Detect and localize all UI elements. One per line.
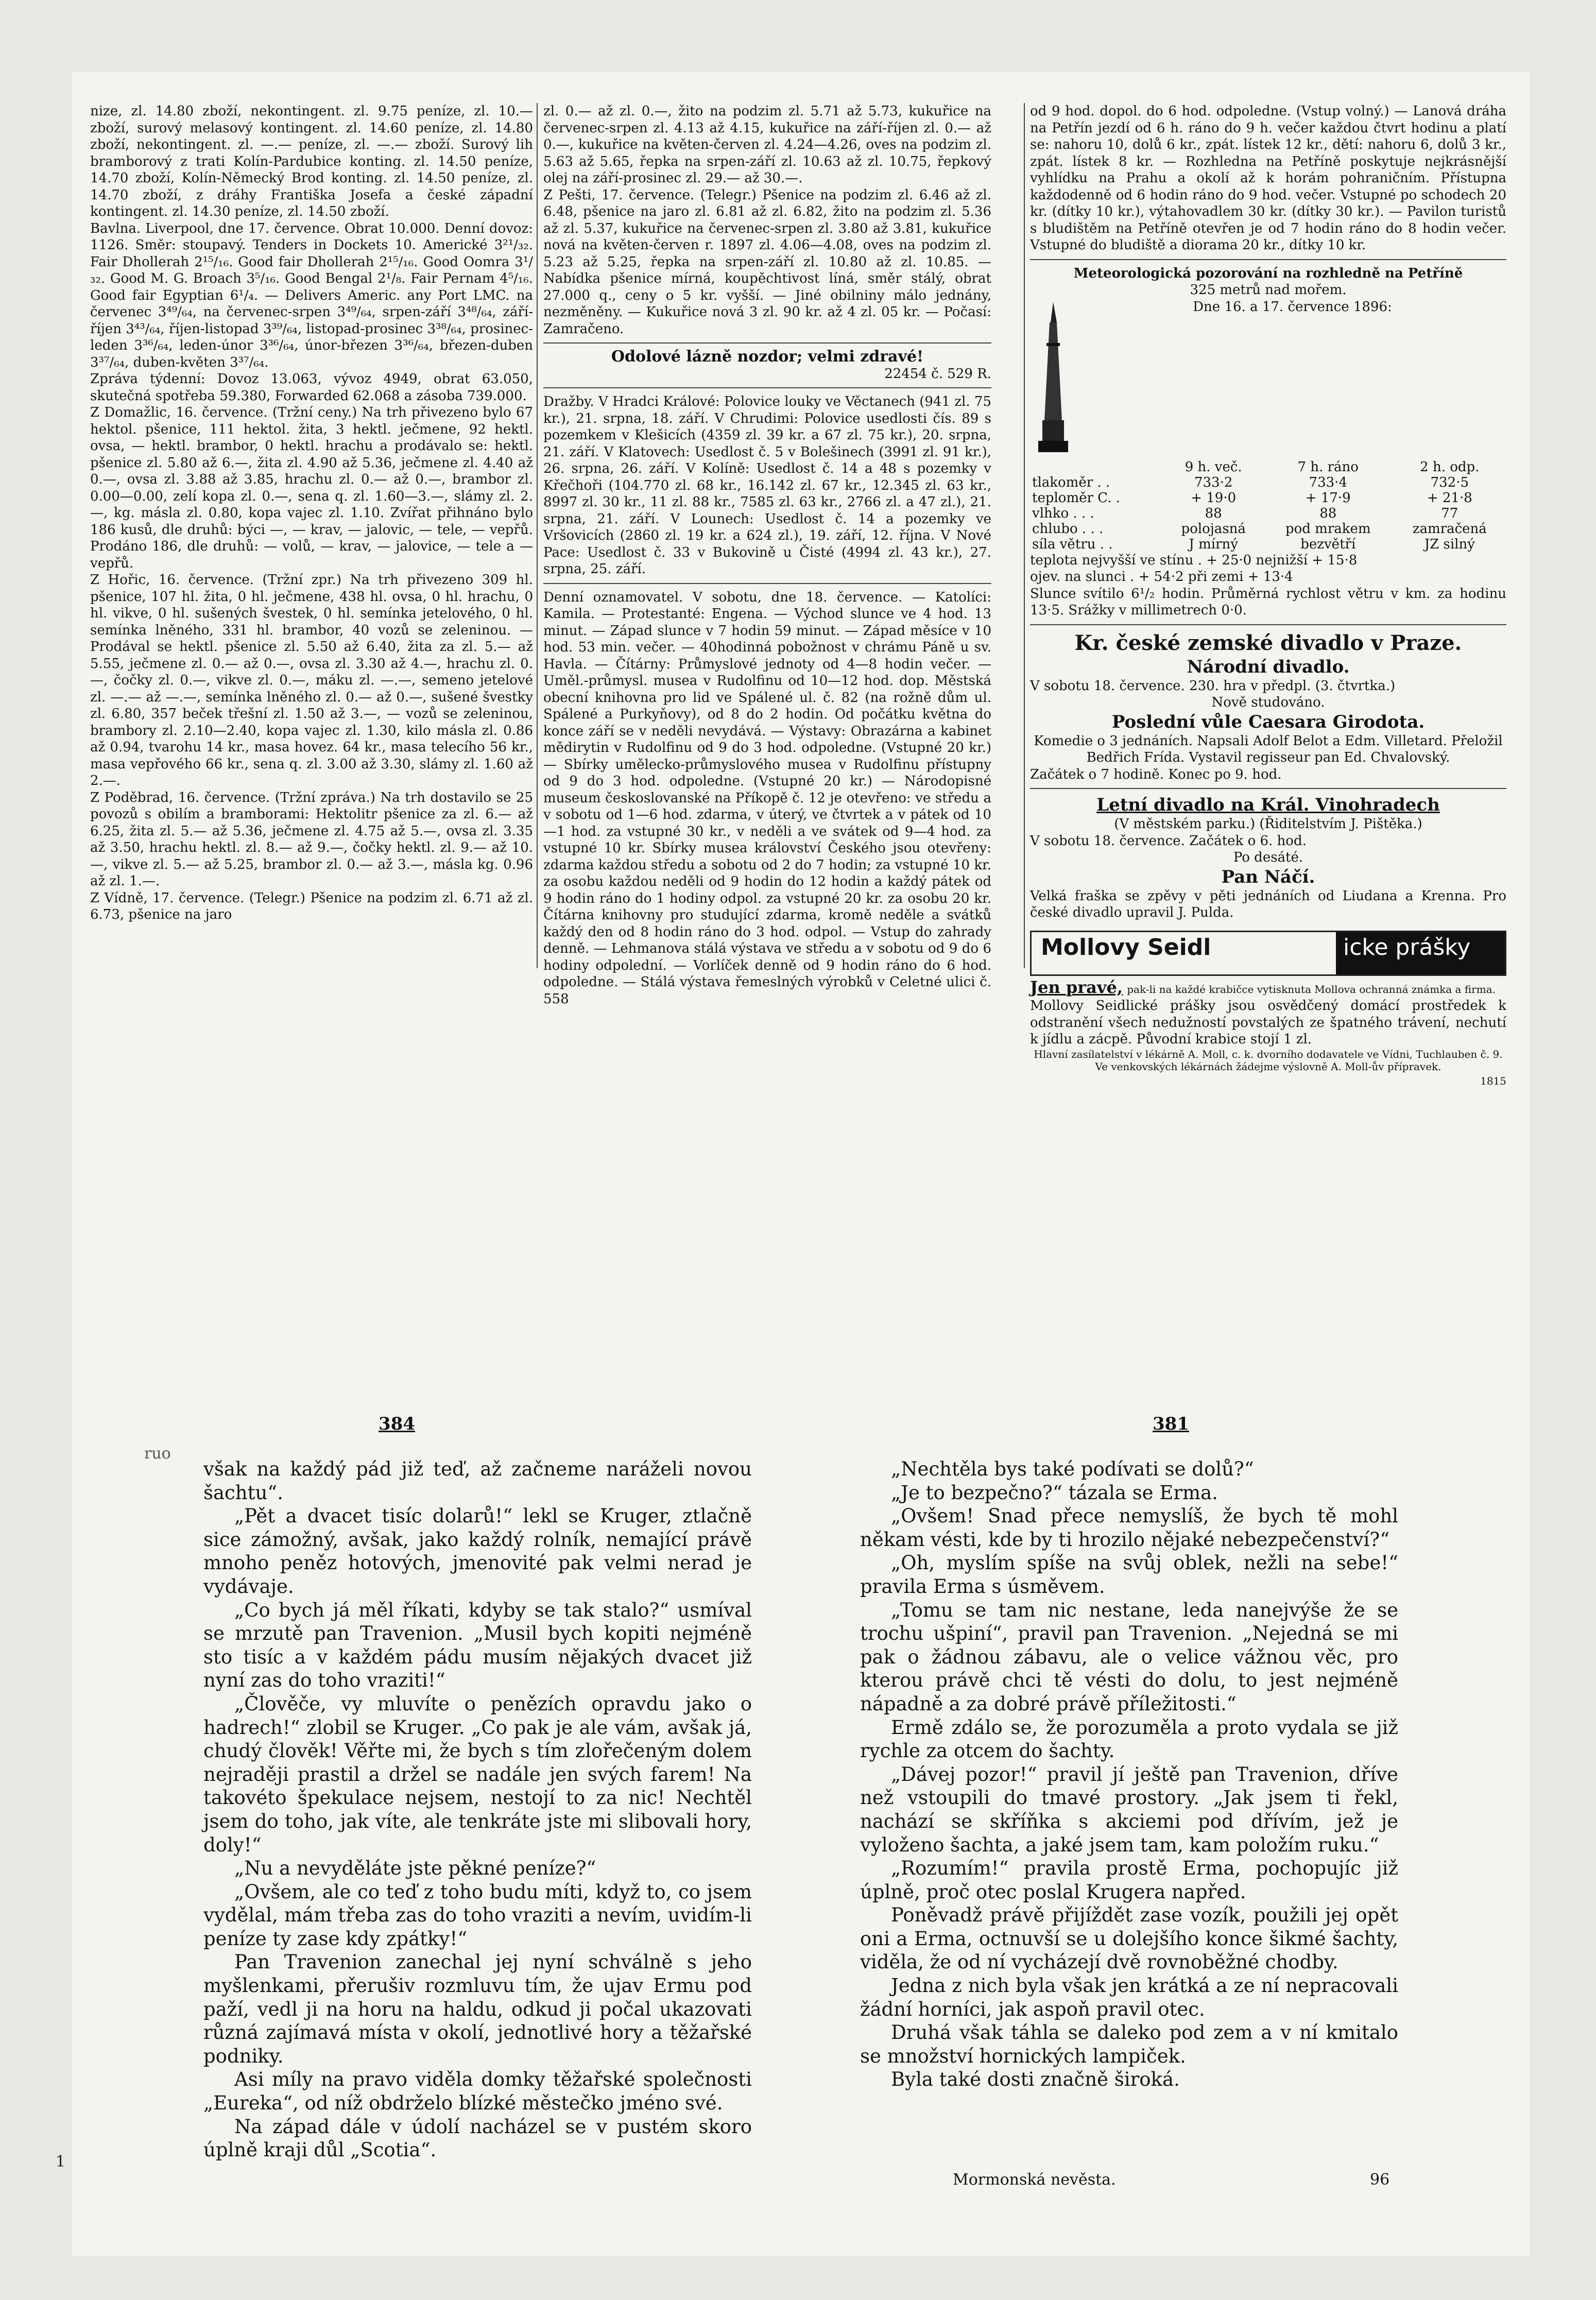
meteo-title: Meteorologická pozorování na rozhledně na Petříně [1073, 265, 1463, 281]
meteo-value: 77 [1441, 505, 1458, 521]
moll-footer: Hlavní zasílatelství v lékárně A. Moll, c. k. dvorního dodavatele ve Vídni, Tuchlauben č. 9. Ve venkovských lékárnách žádejme výslovně A. Moll-ův přípravek. [1034, 1048, 1503, 1073]
divider [1030, 624, 1506, 625]
paragraph: „Rozumím!“ pravila prostě Erma, pochopujíc již úplně, proč otec poslal Krugera napřed. [860, 1857, 1398, 1903]
market-report: Zpráva týdenní: Dovoz 13.063, vývoz 4949, obrat 63.050, skutečná spotřeba 59.380, Forwarded 62.068 a zásoba 739.000. [90, 371, 533, 404]
meteo-row-label: vlhko . . . [1032, 505, 1094, 521]
meteo-row-label: chlubo . . . [1032, 521, 1104, 537]
paragraph: Jedna z nich byla však jen krátká a ze ní nepracovali žádní horníci, jak aspoň pravil otec. [860, 1975, 1398, 2020]
spa-ad-title: Odolové lázně nozdor; velmi zdravé! [611, 348, 924, 366]
newspaper-column-3 [1030, 103, 1506, 1089]
meteo-row-label: teploměr C. . [1032, 490, 1120, 506]
paragraph: „Ovšem! Snad přece nemyslíš, že bych tě mohl někam vésti, kde by ti hrozilo nějaké nebezpečenství?“ [860, 1505, 1398, 1551]
margin-mark: 1 [56, 2153, 66, 2171]
paragraph: „Nu a nevyděláte jste pěkné peníze?“ [234, 1857, 596, 1880]
paragraph: „Nechtěla bys také podívati se dolů?“ [891, 1458, 1254, 1480]
running-footer-title: Mormonská nevěsta. [953, 2171, 1116, 2189]
divider [1030, 788, 1506, 789]
summer-theatre-after: Po desáté. [1233, 850, 1303, 865]
meteo-value: + 17·9 [1305, 490, 1351, 506]
summer-theatre-play: Pan Náčí. [1221, 866, 1315, 887]
market-report: Z Vídně, 17. července. (Telegr.) Pšenice na podzim zl. 6.71 až zl. 6.73, pšenice na jaro [90, 890, 533, 922]
paragraph: Pan Travenion zanechal jej nyní schválně s jeho myšlenkami, přerušiv rozmluvu tím, že ujav Ermu pod paží, vedl ji na horu na haldu, odkud ji počal ukazovati různá zajímavá místa v okolí, jednotlivé hory a těžařské podniky. [203, 1951, 752, 2067]
divider [543, 583, 991, 584]
meteo-row-label: síla větru . . [1032, 536, 1113, 552]
divider [1030, 259, 1506, 260]
meteo-value: bezvětří [1300, 536, 1356, 552]
spa-ad-code: 22454 č. 529 R. [884, 366, 991, 382]
meteo-date: Dne 16. a 17. července 1896: [1193, 299, 1392, 315]
moll-code: 1815 [1480, 1074, 1506, 1087]
market-report: Z Hořic, 16. července. (Tržní zpr.) Na trh přivezeno 309 hl. pšenice, 107 hl. žita, 0 hl. ječmene, 438 hl. ovsa, 0 hl. hrachu, 0 hl. vikve, 0 hl. sušených švestek, 0 hl. semínka jetelového, 0 hl. semínka lněného, 331 hl. brambor, 40 vozů se zeleninou. — Prodával se hektl. pšenice zl. 5.50 až 6.40, žita za zl. 5.— až 5.55, ječmene zl. 0.— až 0.—, ovsa zl. 3.30 až 4.—, hrachu zl. 0.—, čočky zl. 0.—, vikve zl. 0.—, máku zl. —.—, semeno jetelové zl. —.— až —.—, semínka lněného zl. 0.— až 0.—, sušené švestky zl. 6.80, 357 beček třešní zl. 1.50 až 3.—, — vozů se zeleninou, brambory zl. 2.10—2.40, kopa vajec zl. 1.30, kilo másla zl. 0.86 až 0.94, tvarohu 14 kr., masa hovez. 64 kr., masa telecího 56 kr., masa vepřového 66 kr., sena q. zl. 3.00 až 3.30, slámy zl. 1.60 až 2.—. [90, 572, 533, 788]
market-report: Bavlna. Liverpool, dne 17. července. Obrat 10.000. Denní dovoz: 1126. Směr: stoupavý. Tenders in Dockets 10. Americké 3²¹/₃₂. Fair Dhollerah 2¹⁵/₁₆. Good fair Dhollerah 2¹⁵/₁₆. Good Oomra 3¹/₃₂. Good M. G. Broach 3⁵/₁₆. Good Bengal 2¹/₈. Fair Pernam 4⁵/₁₆. Good fair Egyptian 6¹/₄. — Delivers Americ. any Port LMC. na červenec 3⁴⁹/₆₄, na červenec-srpen 3⁴⁹/₆₄, srpen-září 3⁴⁸/₆₄, září-říjen 3⁴³/₆₄, říjen-listopad 3³⁹/₆₄, listopad-prosinec 3³⁸/₆₄, prosinec-leden 3³⁶/₆₄, leden-únor 3³⁶/₆₄, únor-březen 3³⁶/₆₄, březen-duben 3³⁷/₆₄, duben-květen 3³⁷/₆₄. [90, 220, 533, 370]
meteo-value: 732·5 [1430, 474, 1469, 490]
paragraph: „Ovšem, ale co teď z toho budu míti, když to, co jsem vydělal, mám třeba zas do toho vraziti a nevím, uvidím-li peníze ty zase kdy zpátky!“ [203, 1880, 752, 1950]
paragraph: „Tomu se tam nic nestane, leda nanejvýše že se trochu ušpiní“, pravil pan Travenion. „Nejedná se mi pak o žádnou zábavu, ale o velice vážnou věc, pro kterou právě chci tě vésti do dolu, to jest nejméně nápadně a za dobré právě příležitosti.“ [860, 1599, 1398, 1715]
meteo-header: 7 h. ráno [1297, 459, 1359, 475]
market-report: Z Pešti, 17. července. (Telegr.) Pšenice na podzim zl. 6.46 až zl. 6.48, pšenice na jaro zl. 6.81 až zl. 6.82, žito na podzim zl. 5.36 až zl. 5.37, kukuřice na červenec-srpen zl. 3.80 až 3.81, kukuřice nová na květen-červen r. 1897 zl. 4.06—4.08, oves na podzim zl. 5.23 až 5.25, řepka na srpen-září zl. 10.80 až zl. 10.85. — Nabídka pšenice mírná, koupěchtivost líná, směr stálý, obrat 27.000 q., ceny o 5 kr. vyšší. — Jiné obilniny málo jednány, nezměněny. — Kukuřice nová 3 zl. 90 kr. až 4 zl. 05 kr. — Počasí: Zamračeno. [543, 187, 991, 337]
theatre-title: Kr. české zemské divadlo v Praze. [1074, 630, 1462, 655]
moll-genuine-note: pak-li na každé krabičce vytisknuta Mollova ochranná známka a firma. [1127, 983, 1496, 995]
theatre-line: V sobotu 18. července. 230. hra v předpl. (3. čtvrtka.) [1030, 678, 1396, 694]
paragraph: Na západ dále v údolí nacházel se v pustém skoro úplně kraji důl „Scotia“. [203, 2115, 752, 2161]
summer-theatre-sub: (V městském parku.) (Řiditelstvím J. Pištěka.) [1114, 816, 1422, 832]
newspaper-column-2 [543, 103, 991, 1007]
corner-mark: ruo [144, 1445, 171, 1463]
theatre-play: Poslední vůle Caesara Girodota. [1111, 711, 1425, 732]
meteo-note: teplota nejvyšší ve stínu . + 25·0 nejnižší + 15·8 [1030, 552, 1358, 568]
paragraph: „Pět a dvacet tisíc dolarů!“ lekl se Kruger, ztlačně sice zámožný, avšak, jako každý rolník, nemající právě mnoho peněz hotových, jmenovité pak velmi nerad je vydávaje. [203, 1505, 752, 1598]
paragraph: „Člověče, vy mluvíte o penězích opravdu jako o hadrech!“ zlobil se Kruger. „Co pak je ale vám, avšak já, chudý člověk! Věřte mi, že bych s tím zlořečeným dolem nejraději prastil a držel se nadále jen svých farem! Na takovéto špekulace nejsem, nestojí to za nic! Nechtěl jsem do toho, jak víte, ale tenkráte jste mi slibovali hory, doly!“ [203, 1692, 752, 1856]
petrin-tower-illustration [1035, 302, 1071, 456]
theatre-description: Komedie o 3 jednáních. Napsali Adolf Belot a Edm. Villetard. Přeložil Bedřich Frída. Vystavil regisseur pan Ed. Chvalovský. [1034, 733, 1503, 765]
meteo-value: J mírný [1189, 536, 1238, 552]
paragraph: Druhá však táhla se daleko pod zem a v ní kmitalo se množství hornických lampiček. [860, 2021, 1398, 2067]
meteo-value: 733·4 [1309, 474, 1347, 490]
theatre-novelty: Nově studováno. [1211, 695, 1325, 710]
left-book-page [203, 1457, 752, 2162]
daily-notices: Denní oznamovatel. V sobotu, dne 18. července. — Katolíci: Kamila. — Protestanté: Engena. — Východ slunce ve 4 hod. 13 minut. — Západ slunce v 7 hodin 59 minut. — Západ měsíce v 10 hod. 53 min. večer. — 40hodinná pobožnost v chrámu Páně u sv. Havla. — Čítárny: Průmyslové jednoty od 4—8 hodin večer. — Uměl.-průmysl. musea v Rudolfinu od 10—12 hod. dop. Městská obecní knihovna pro lid ve Spálené ul. č. 82 (na rožně dům ul. Spálené a Purkyňovy), od 8 do 2 hodin. Od počátku května do konce září se v neděli nevydává. — Výstavy: Obrazárna a kabinet mědirytin v Rudolfinu od 9 do 3 hod. odpoledne. (Vstupné 20 kr.) — Sbírky umělecko-průmyslového musea v Rudolfinu přístupny od 9 do 3 hod. odpoledne. (Vstupné 20 kr.) — Národopisné museum českoslovanské na Příkopě č. 12 je otevřeno: ve středu a v sobotu od 1—6 hod. zdarma, v úterý, ve čtvrtek a v pátek od 10—1 hod. za vstupné 30 kr., v neděli a ve svátek od 9—4 hod. za vstupné 10 kr. Sbírky musea království Českého jsou otevřeny: zdarma každou středu a sobotu od 2 do 7 hodin; za vstupné 10 kr. za osobu každou neděli od 9 hodin do 12 hodin a každý pátek od 9 hodin ráno do 1 hodiny odpol. za vstupné 20 kr. za osobu 20 kr. Čítárna knihovny pro studující zdarma, kromě neděle a svátků každý den od 8 hodin ráno do 3 hod. odpol. — Vstup do zahrady denně. — Lehmanova stálá výstava ve středu a v sobotu od 9 do 6 hodiny odpolední. — Vorlíček denně od 9 hodin ráno do 6 hod. odpoledne. — Stálá výstava řemeslných výrobků v Celetné ulici č. 558 [543, 589, 991, 1007]
column-divider [1024, 103, 1025, 968]
paragraph: „Je to bezpečno?“ tázala se Erma. [891, 1481, 1218, 1504]
meteo-note: ojev. na slunci . + 54·2 při zemi + 13·4 [1030, 569, 1293, 585]
folio-number: 96 [1370, 2171, 1390, 2189]
theatre-start: Začátek o 7 hodině. Konec po 9. hod. [1030, 766, 1282, 782]
auctions: Dražby. V Hradci Králové: Polovice louky ve Věctanech (941 zl. 75 kr.), 21. srpna, 18. září. V Chrudimi: Polovice usedlosti čís. 89 s pozemkem v Klešicích (4359 zl. 39 kr. a 67 zl. 75 kr.), 20. srpna, 21. září. V Klatovech: Usedlost č. 5 v Bolešinech (3991 zl. 91 kr.), 26. srpna, 26. září. V Kolíně: Usedlost č. 14 a 48 s pozemky v Křečhoři (104.770 zl. 68 kr., 16.142 zl. 67 kr., 12.345 zl. 63 kr., 8997 zl. 30 kr., 11 zl. 88 kr., 7585 zl. 63 kr., 2766 zl. a 47 zl.), 21. srpna, 21. září. V Lounech: Usedlost č. 14 a pozemky ve Vršovicích (2860 zl. 19 kr. a 624 zl.), 19. září, 12. října. V Nové Pace: Usedlost č. 33 v Bukovině u Čisté (4994 zl. 43 kr.), 27. srpna, 25. září. [543, 394, 991, 577]
paragraph: „Co bych já měl říkati, kdyby se tak stalo?“ usmíval se mrzutě pan Travenion. „Musil bych kopiti nejméně sto tisíc a v každém pádu musím nějakých dvacet již nyní zas do toho vraziti!“ [203, 1599, 752, 1692]
column-divider [537, 103, 538, 968]
moll-body: Mollovy Seidlické prášky jsou osvědčený domácí prostředek k odstranění všech nedužností povstalých ze špatného trávení, nechutí k jídlu a zácpě. Původní krabice stojí 1 zl. [1030, 998, 1506, 1047]
moll-genuine: Jen pravé, [1030, 977, 1123, 997]
market-report: Z Poděbrad, 16. července. (Tržní zpráva.) Na trh dostavilo se 25 povozů s obilím a bramborami: Hektolitr pšenice za zl. 6.— až 6.25, žita zl. 5.— až 5.36, ječmene zl. 4.75 až 5.—, ovsa zl. 3.35 až 3.50, hrachu hektl. zl. 8.— až 9.—, čočky hektl. zl. 9.— až 10.—, vikve zl. 5.— až 5.25, brambor zl. 0.— až 3.—, másla kg. 0.96 až zl. 1.—. [90, 789, 533, 889]
theatre-subtitle: Národní divadlo. [1187, 656, 1350, 677]
paragraph: „Oh, myslím spíše na svůj oblek, nežli na sebe!“ pravila Erma s úsměvem. [860, 1552, 1398, 1598]
meteo-table [1030, 459, 1506, 552]
meteo-value: + 21·8 [1427, 490, 1472, 506]
meteo-note: Slunce svítilo 6¹/₂ hodin. Průměrná rychlost větru v km. za hodinu 13·5. Srážky v millimetrech 0·0. [1030, 586, 1506, 618]
meteo-value: 733·2 [1194, 474, 1233, 490]
right-page-number: 381 [1153, 1414, 1189, 1434]
left-page-number: 384 [379, 1414, 415, 1434]
summer-theatre-title: Letní divadlo na Král. Vinohradech [1096, 795, 1440, 815]
meteo-value: pod mrakem [1285, 521, 1371, 537]
divider [543, 387, 991, 388]
right-book-page [860, 1457, 1398, 2091]
meteo-header: 9 h. več. [1185, 459, 1242, 475]
meteo-value: + 19·0 [1191, 490, 1237, 506]
meteo-subtitle: 325 metrů nad mořem. [1190, 282, 1347, 298]
paragraph: však na každý pád již teď, až začneme naráželi novou šachtu“. [203, 1458, 752, 1504]
market-report: nize, zl. 14.80 zboží, nekontingent. zl. 9.75 peníze, zl. 10.— zboží, surový melasový kontingent. zl. 14.60 peníze, zl. 14.80 zboží, nekontingent. zl. —.— peníze, zl. —.— zboží. Surový lih bramborový z trati Kolín-Pardubice konting. zl. 14.50 peníze, 14.70 zboží, Kolín-Německý Brod konting. zl. 14.50 peníze, zl. 14.70 zboží, z dráhy Františka Josefa a české západní kontingent. zl. 14.30 peníze, zl. 14.50 zboží. [90, 104, 533, 219]
newspaper-column-1 [90, 103, 533, 923]
paragraph: Poněvadž právě přijíždět zase vozík, použili jej opět oni a Erma, octnuvší se u dolejšího konce šikmé šachty, viděla, že od ní vycházejí dvě rovnoběžné chodby. [860, 1904, 1398, 1973]
summer-theatre-description: Velká fraška se zpěvy v pěti jednáních od Liudana a Krenna. Pro české divadlo upravil J. Pulda. [1030, 888, 1506, 920]
summer-theatre-line: V sobotu 18. července. Začátek o 6. hod. [1030, 833, 1307, 849]
meteo-row-label: tlakoměr . . [1032, 474, 1110, 490]
meteo-value: 88 [1205, 505, 1222, 521]
paragraph: Asi míly na pravo viděla domky těžařské společnosti „Eureka“, od níž obdrželo blízké městečko jméno své. [203, 2068, 752, 2115]
petrin-info: od 9 hod. dopol. do 6 hod. odpoledne. (Vstup volný.) — Lanová dráha na Petřín jezdí od 6 h. ráno do 9 h. večer každou čtvrt hodinu a platí se: nahoru 10, dolů 6 kr., zpát. lístek 12 kr., dětí: nahoru 6, dolů 3 kr., zpát. lístek 8 kr. — Rozhledna na Petříně poskytuje nejkrásnější vyhlídku na Prahu a okolí až k horám pohraničním. Přístupna každodenně od 6 hodin ráno do 9 hod. večer. Vstupné po schodech 20 kr. (dítky 10 kr.), výtahovadlem 30 kr. (dítky 30 kr.). — Pavilon turistů s bludištěm na Petříně otevřen je od 7 hodin ráno do 8 hodin večer. Vstupné do bludiště a diorama 20 kr., dítky 10 kr. [1030, 104, 1506, 253]
paragraph: Byla také dosti značně široká. [891, 2068, 1180, 2091]
divider [543, 342, 991, 344]
market-report: Z Domažlic, 16. července. (Tržní ceny.) Na trh přivezeno bylo 67 hektol. pšenice, 111 hektol. žita, 3 hektl. ječmene, 92 hektl. ovsa, — hektl. brambor, 0 hektl. hrachu a prodávalo se: hektl. pšenice zl. 5.80 až 6.—, žita zl. 4.90 až 5.36, ječmene zl. 4.40 až 0.—, ovsa zl. 3.88 až 3.85, hrachu zl. 0.— až 0.—, brambor zl. 0.00—0.00, zelí kopa zl. 0.—, sena q. zl. 1.60—3.—, slámy zl. 2.—, kg. másla zl. 0.80, kopa vajec zl. 1.10. Zvířat přihnáno bylo 186 kusů, dle druhů: býci —, — krav, — jalovic, — tele, — vepřů. Prodáno 186, dle druhů: — volů, — krav, — jalovice, — tele a — vepřů. [90, 405, 533, 571]
market-report: zl. 0.— až zl. 0.—, žito na podzim zl. 5.71 až 5.73, kukuřice na červenec-srpen zl. 4.13 až 4.15, kukuřice na září-říjen zl. 0.— až 0.—, kukuřice na květen-červen zl. 4.24—4.26, oves na podzim zl. 5.63 až 5.65, řepka na srpen-září zl. 10.63 až zl. 10.75, řepkový olej na září-prosinec zl. 29.— až 30.—. [543, 104, 991, 186]
meteo-value: 88 [1319, 505, 1337, 521]
scanned-sheet [72, 72, 1530, 2256]
moll-ad-left: Mollovy Seidl [1041, 934, 1211, 960]
moll-ad-right: icke prášky [1336, 932, 1505, 974]
paragraph: Ermě zdálo se, že porozuměla a proto vydala se již rychle za otcem do šachty. [860, 1716, 1398, 1762]
meteo-value: polojasná [1181, 521, 1246, 537]
moll-ad-banner [1030, 931, 1506, 976]
meteo-value: JZ silný [1424, 536, 1475, 552]
meteo-value: zamračená [1412, 521, 1487, 537]
paragraph: „Dávej pozor!“ pravil jí ještě pan Travenion, dříve než vstoupili do tmavé prostory. „Jak jsem ti řekl, nachází se skříňka s akciemi pod dřívím, jež je vyloženo šachta, a jaké jsem tam, kam položím ruku.“ [860, 1763, 1398, 1856]
meteo-header: 2 h. odp. [1420, 459, 1480, 475]
